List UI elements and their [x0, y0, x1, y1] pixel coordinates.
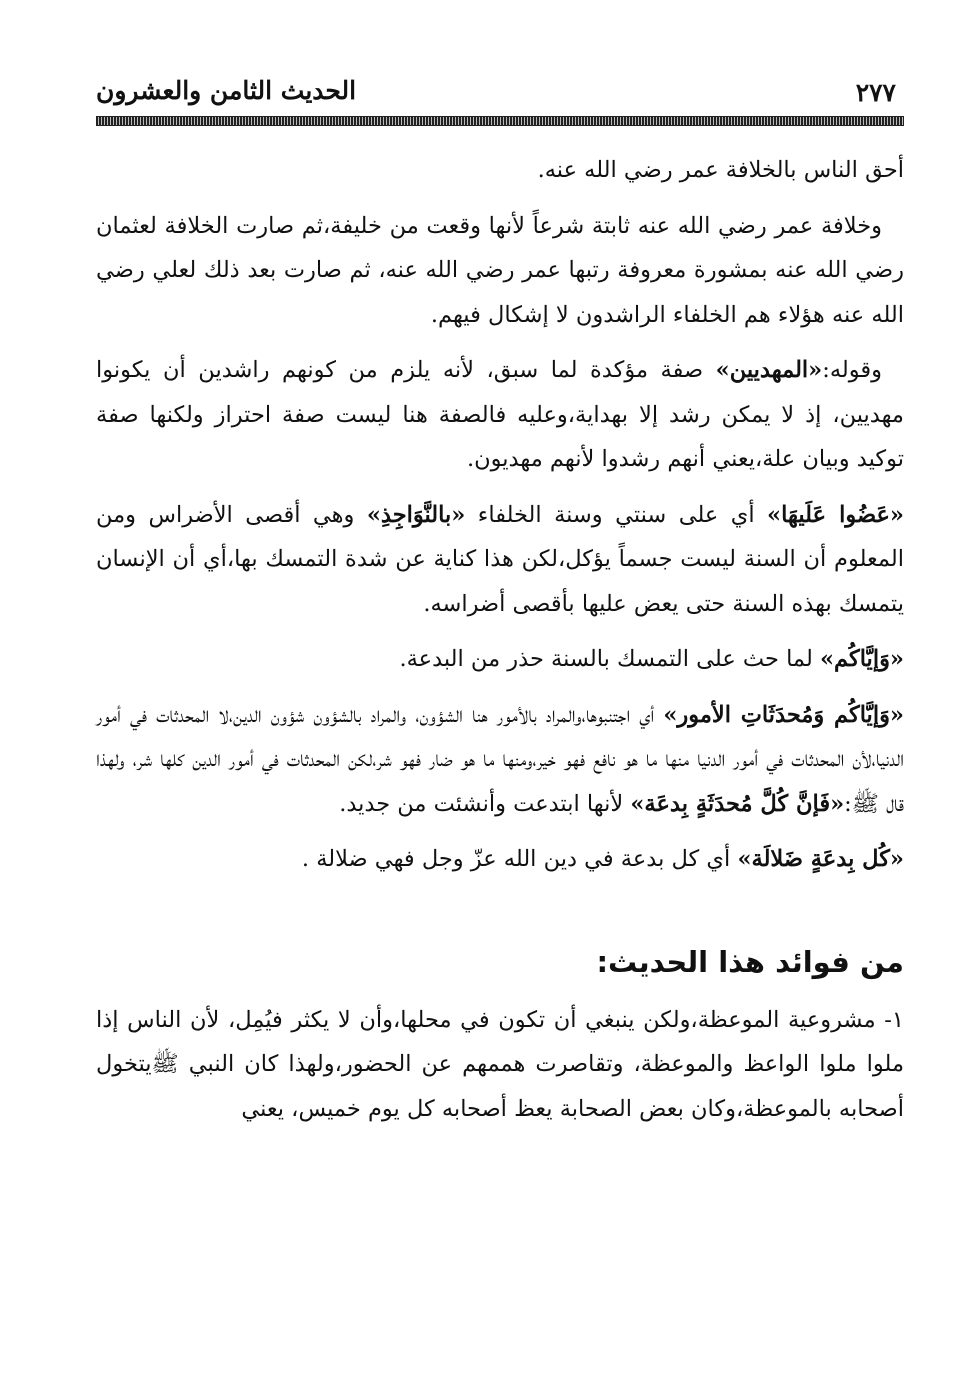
quoted-term: «وَإيَّاكُم»	[819, 646, 904, 672]
benefit-point-1	[96, 998, 904, 1132]
paragraph-2	[96, 204, 904, 338]
paragraph-text: لأنها ابتدعت وأنشئت من جديد.	[339, 790, 631, 817]
paragraph-text: أي اجتنبوها،والمراد بالأمور هنا الشؤون، والمراد بالشؤون شؤون الدين،لا المحدثات في أمور الدنيا،لأن المحدثات في أمور الدنيا منها ما هو نافع فهو خير،ومنها ما هو ضار فهو شر،لكن المحدثات في أمور الدين كلها شر، ولهذا قال ﷺ:	[96, 701, 904, 817]
paragraph-7	[96, 837, 904, 882]
quoted-term: «وَإيَّاكُم وَمُحدَثَاتِ الأمور»	[663, 701, 904, 728]
paragraph-text: وهي أقصى الأضراس ومن المعلوم أن السنة ليست جسماً يؤكل،لكن هذا كناية عن شدة التمسك بها،أي أن الإنسان يتمسك بهذه السنة حتى يعض عليها بأقصى أضراسه.	[96, 501, 904, 617]
paragraph-4	[96, 493, 904, 627]
paragraph-text: ١- مشروعية الموعظة،ولكن ينبغي أن تكون في محلها،وأن لا يكثر فيُمِل، لأن الناس إذا ملوا ملوا الواعظ والموعظة، وتقاصرت هممهم عن الحضور،ولهذا كان النبي ﷺيتخول أصحابه بالموعظة،وكان بعض الصحابة يعظ أصحابه كل يوم خميس، يعني	[96, 1006, 904, 1122]
quoted-term: «المهديين»	[715, 357, 823, 383]
page-body	[96, 148, 904, 1142]
section-heading: من فوائد هذا الحديث:	[596, 944, 904, 979]
paragraph-text: أي على سنتي وسنة الخلفاء	[465, 501, 768, 528]
paragraph-3	[96, 348, 904, 482]
paragraph-text: وخلافة عمر رضي الله عنه ثابتة شرعاً لأنها وقعت من خليفة،ثم صارت الخلافة لعثمان رضي الله عنه بمشورة معروفة رتبها عمر رضي الله عنه، ثم صارت بعد ذلك لعلي رضي الله عنه هؤلاء هم الخلفاء الراشدون لا إشكال فيهم.	[96, 212, 904, 328]
paragraph-text: أي كل بدعة في دين الله عزّ وجل فهي ضلالة .	[301, 846, 738, 872]
paragraph-5	[96, 637, 904, 682]
page-number: ٢٧٧	[855, 78, 896, 107]
page-header	[96, 70, 904, 116]
paragraph-intro: وقوله:	[822, 357, 882, 383]
quoted-term: «بالنَّوَاجِذِ»	[366, 501, 466, 528]
running-title: الحديث الثامن والعشرون	[96, 76, 357, 105]
quoted-term: «كُل بِدعَةٍ ضَلالَة»	[737, 846, 904, 872]
paragraph-text: صفة مؤكدة لما سبق، لأنه يلزم من كونهم راشدين أن يكونوا مهديين، إذ لا يمكن رشد إلا بهداية،وعليه فالصفة هنا ليست صفة احتراز ولكنها صفة توكيد وبيان علة،يعني أنهم رشدوا لأنهم مهديون.	[96, 357, 904, 472]
quoted-term: «فَإنَّ كُلَّ مُحدَثَةٍ بِدعَة»	[630, 790, 845, 817]
paragraph-text: لما حث على التمسك بالسنة حذر من البدعة.	[399, 646, 820, 672]
quoted-term: «عَضُوا عَلَيهَا»	[767, 501, 904, 528]
header-rule	[96, 116, 904, 126]
paragraph-6	[96, 693, 904, 827]
paragraph-1	[96, 148, 904, 193]
paragraph-text: أحق الناس بالخلافة عمر رضي الله عنه.	[537, 157, 904, 183]
